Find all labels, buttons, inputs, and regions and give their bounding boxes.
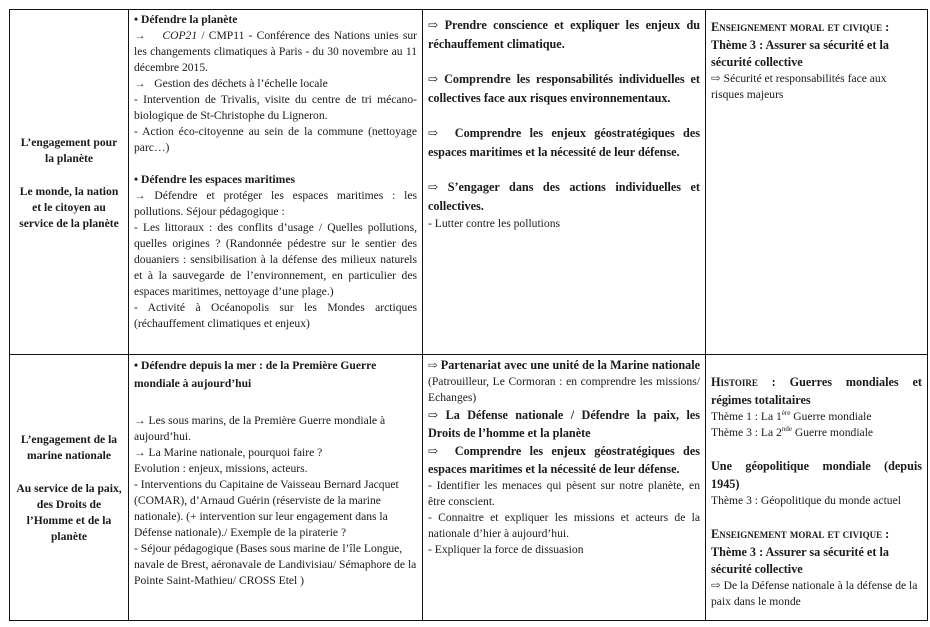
hollow-arrow-icon: ⇨: [428, 18, 439, 32]
hollow-arrow-icon: ⇨: [711, 72, 721, 85]
littoraux-text: - Les littoraux : des conflits d’usage / Quelles pollutions, quelles origines ? (Randonnée pédestre sur le sentier des douaniers : sensibilisation à la défense des milieux naturels et à la sauvegarde de l’environnement, en particulier des espaces maritimes, nettoyage d’une plage.): [134, 221, 417, 298]
table-row: [10, 355, 928, 621]
objective-subtext: - Lutter contre les pollutions: [428, 217, 561, 230]
section-title: Défendre la planète: [140, 13, 238, 26]
objectives-cell: [423, 355, 706, 621]
oceanopolis-text: - Activité à Océanopolis sur les Mondes arctiques (réchauffement climatiques et enjeux): [134, 301, 417, 330]
theme-cell: [10, 355, 129, 621]
arrow-icon: →: [134, 77, 146, 90]
eco-action-text: - Action éco-citoyenne au sein de la commune (nettoyage parc…): [134, 125, 417, 154]
stay-text: - Séjour pédagogique (Bases sous marine de l’île Longue, navale de Brest, aéronavale de Landivisiau/ Sémaphore de la Pointe Saint-Mathieu/ CROSS Etel ): [134, 542, 417, 587]
evolution-text: Evolution : enjeux, missions, acteurs.: [134, 462, 308, 475]
hollow-arrow-icon: ⇨: [711, 579, 721, 592]
theme-subtitle: Le monde, la nation et le citoyen au service de la planète: [19, 184, 119, 230]
curriculum-table: [9, 9, 928, 621]
ordinal-suffix: ère: [781, 409, 791, 418]
arrow-icon: →: [134, 29, 146, 42]
actions-cell: [129, 10, 423, 355]
hollow-arrow-icon: ⇨: [428, 444, 439, 458]
geo-title: Une géopolitique mondiale (depuis 1945): [711, 459, 922, 491]
trivalis-text: - Intervention de Trivalis, visite du centre de tri mécano-biologique de St-Christophe du Ligneron.: [134, 93, 417, 122]
bullet-icon: •: [134, 173, 139, 186]
cop-label: COP21: [162, 29, 198, 42]
history-theme-3-rest: Guerre mondiale: [791, 426, 874, 439]
objective-text: La Défense nationale / Défendre la paix, les Droits de l’homme et la planète: [428, 408, 701, 440]
theme-title: L’engagement pour la planète: [20, 135, 118, 165]
objective-subtext: - Expliquer la force de dissuasion: [428, 543, 584, 556]
theme-cell: [10, 10, 129, 355]
arrow-icon: →: [134, 189, 146, 202]
geo-theme: Thème 3 : Géopolitique du monde actuel: [711, 494, 901, 507]
history-theme-3: Thème 3 : La 2: [711, 426, 782, 439]
history-theme-1: Thème 1 : La 1: [711, 410, 782, 423]
curriculum-cell: [706, 10, 928, 355]
emc-label: Enseignement moral et civique :: [711, 20, 890, 34]
section-title: Défendre depuis la mer : de la Première Guerre mondiale à aujourd’hui: [134, 359, 377, 390]
theme-subtitle: Au service de la paix, des Droits de l’Homme et de la planète: [16, 482, 122, 543]
curriculum-cell: [706, 355, 928, 621]
objective-text: Prendre conscience et expliquer les enjeux du réchauffement climatique.: [428, 18, 701, 51]
hollow-arrow-icon: ⇨: [428, 359, 438, 372]
interventions-text: - Interventions du Capitaine de Vaisseau Bernard Jacquet (COMAR), d’Arnaud Guérin (réserviste de la marine nationale). (+ intervention sur leur engagement dans la Défense nationale)./ Exemple de la piraterie ?: [134, 478, 399, 539]
hollow-arrow-icon: ⇨: [428, 408, 439, 422]
theme-title: L’engagement de la marine nationale: [20, 433, 118, 462]
hollow-arrow-icon: ⇨: [428, 72, 439, 86]
arrow-icon: →: [134, 446, 146, 459]
waste-text: Gestion des déchets à l’échelle locale: [154, 77, 328, 90]
history-theme-1-rest: Guerre mondiale: [790, 410, 872, 423]
objective-text: Comprendre les enjeux géostratégiques des espaces maritimes et la nécessité de leur défense.: [428, 444, 700, 476]
objective-subtext: - Connaitre et expliquer les missions et acteurs de la nationale d’hier à aujourd’hui.: [428, 511, 700, 540]
hollow-arrow-icon: ⇨: [428, 126, 439, 140]
actions-cell: [129, 355, 423, 621]
objectives-cell: [423, 10, 706, 355]
bullet-icon: •: [134, 13, 139, 26]
objective-detail: (Patrouilleur, Le Cormoran : en comprendre les missions/ Echanges): [428, 375, 700, 404]
objective-text: Comprendre les responsabilités individuelles et collectives face aux risques environnementaux.: [428, 72, 700, 105]
history-title: Guerres mondiales et régimes totalitaires: [711, 375, 922, 407]
ordinal-suffix: nde: [781, 425, 792, 434]
navy-why-text: La Marine nationale, pourquoi faire ?: [148, 446, 323, 459]
cop-text: / CMP11 - Conférence des Nations unies sur les changements climatiques à Paris - du 30 novembre au 11 décembre 2015.: [134, 29, 417, 74]
objective-subtext: - Identifier les menaces qui pèsent sur notre planète, en être conscient.: [428, 479, 700, 508]
emc-item: Sécurité et responsabilités face aux risques majeurs: [711, 72, 887, 101]
objective-text: S’engager dans des actions individuelles et collectives.: [428, 180, 700, 213]
arrow-icon: →: [134, 414, 146, 427]
protect-text: Défendre et protéger les espaces maritimes : les pollutions. Séjour pédagogique :: [134, 189, 418, 218]
emc-theme: Thème 3 : Assurer sa sécurité et la sécurité collective: [711, 38, 889, 69]
submarines-text: Les sous marins, de la Première Guerre mondiale à aujourd’hui.: [134, 414, 386, 443]
history-label: Histoire :: [711, 375, 776, 389]
table-row: [10, 10, 928, 355]
objective-text: Comprendre les enjeux géostratégiques des espaces maritimes et la nécessité de leur défense.: [428, 126, 700, 159]
emc-item: De la Défense nationale à la défense de la paix dans le monde: [711, 579, 918, 608]
emc-theme: Thème 3 : Assurer sa sécurité et la sécurité collective: [711, 545, 889, 576]
section-title: Défendre les espaces maritimes: [140, 173, 295, 186]
objective-text: Partenariat avec une unité de la Marine nationale: [440, 358, 700, 372]
bullet-icon: •: [134, 359, 139, 372]
emc-label: Enseignement moral et civique :: [711, 527, 890, 541]
hollow-arrow-icon: ⇨: [428, 180, 439, 194]
